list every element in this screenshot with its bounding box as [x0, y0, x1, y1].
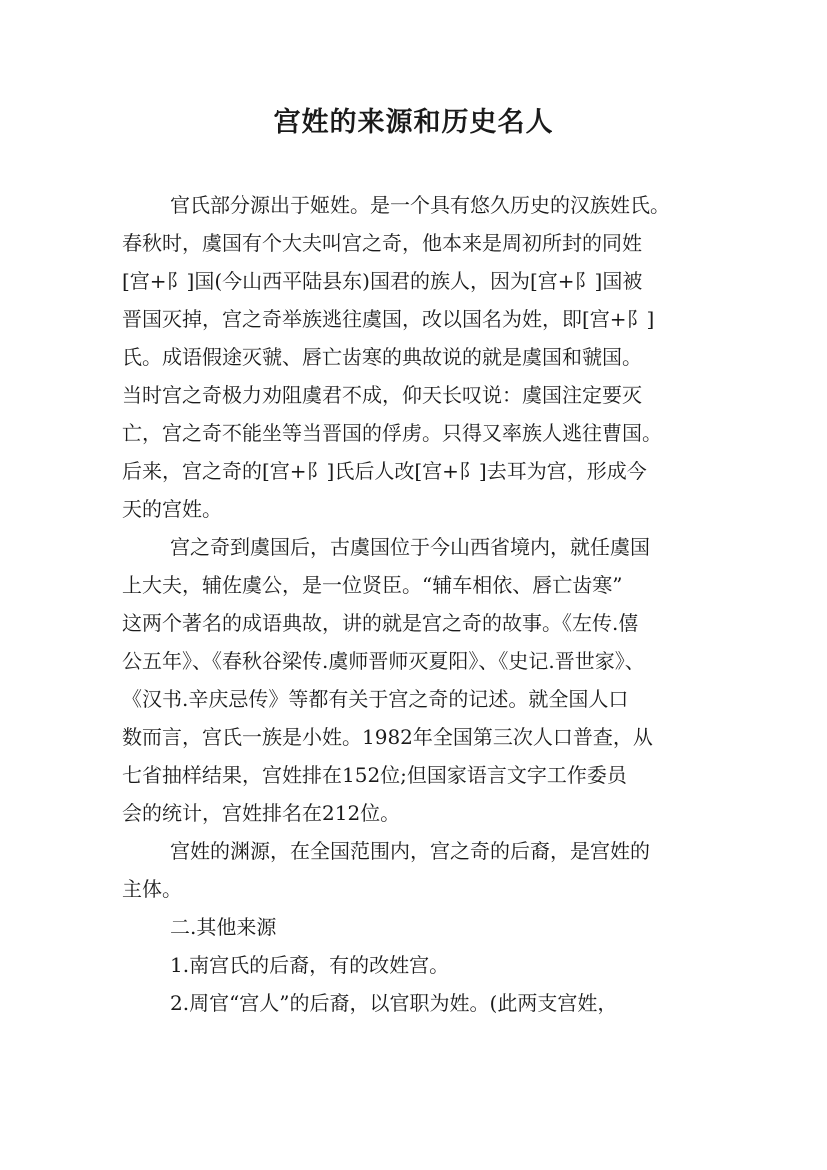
text-line: 2.周官“宫人”的后裔，以官职为姓。(此两支宫姓， — [170, 991, 618, 1015]
text-line: 晋国灭掉，宫之奇举族逃往虞国，改以国名为姓，即[宫+阝] — [122, 307, 655, 331]
text-line: 春秋时，虞国有个大夫叫宫之奇，他本来是周初所封的同姓 — [122, 231, 642, 255]
text-line: 亡，宫之奇不能坐等当晋国的俘虏。只得又率族人逃往曹国。 — [122, 421, 662, 445]
text-line: 这两个著名的成语典故，讲的就是宫之奇的故事。《左传.僖 — [122, 611, 639, 635]
text-line: 宫之奇到虞国后，古虞国位于今山西省境内，就任虞国 — [170, 535, 650, 559]
text-line: 后来，宫之奇的[宫+阝]氏后人改[宫+阝]去耳为宫，形成今 — [122, 459, 647, 483]
text-line: 七省抽样结果，宫姓排在152位;但国家语言文字工作委员 — [122, 763, 627, 787]
text-line: 主体。 — [122, 877, 182, 901]
text-line: 公五年》、《春秋谷梁传.虞师晋师灭夏阳》、《史记.晋世家》、 — [122, 649, 645, 673]
text-line: 天的宫姓。 — [122, 497, 222, 521]
text-line: 二.其他来源 — [170, 915, 277, 939]
text-line: 官氏部分源出于姬姓。是一个具有悠久历史的汉族姓氏。 — [170, 193, 670, 217]
text-line: 宫姓的渊源，在全国范围内，宫之奇的后裔，是宫姓的 — [170, 839, 650, 863]
text-line: 数而言，宫氏一族是小姓。1982年全国第三次人口普查，从 — [122, 725, 653, 749]
text-line: 上大夫，辅佐虞公，是一位贤臣。“辅车相依、唇亡齿寒” — [122, 573, 623, 597]
text-line: 当时宫之奇极力劝阻虞君不成，仰天长叹说：虞国注定要灭 — [122, 383, 642, 407]
text-line: 《汉书.辛庆忌传》等都有关于宫之奇的记述。就全国人口 — [122, 687, 629, 711]
document-body — [122, 186, 712, 1022]
text-line: [宫+阝]国(今山西平陆县东)国君的族人，因为[宫+阝]国被 — [122, 269, 643, 293]
text-line: 氏。成语假途灭虢、唇亡齿寒的典故说的就是虞国和虢国。 — [122, 345, 642, 369]
text-line: 会的统计，宫姓排名在212位。 — [122, 801, 401, 825]
document-title: 宫姓的来源和历史名人 — [273, 107, 554, 138]
text-line: 1.南宫氏的后裔，有的改姓宫。 — [170, 953, 450, 977]
